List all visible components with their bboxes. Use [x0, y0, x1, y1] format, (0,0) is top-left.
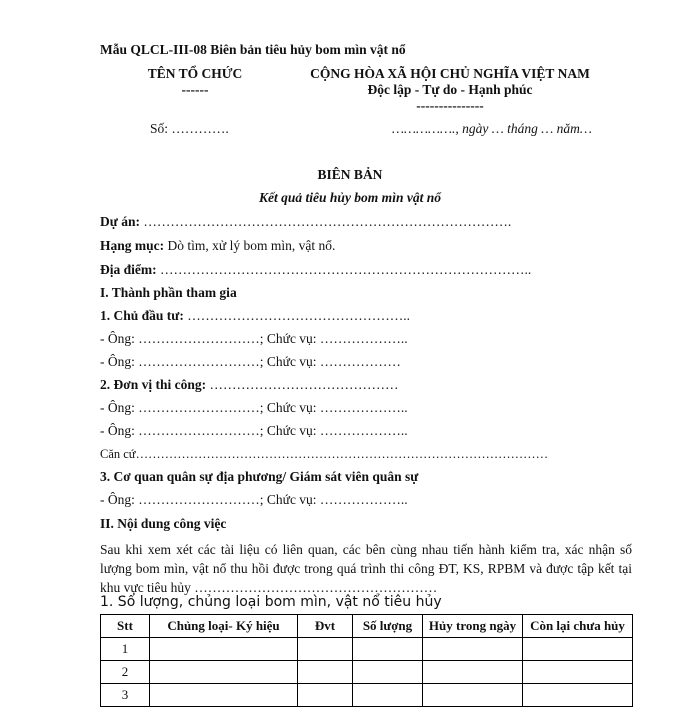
table-cell[interactable]: 3 — [101, 684, 150, 707]
table-cell[interactable] — [523, 684, 633, 707]
column-header-quantity: Số lượng — [353, 615, 423, 638]
table-cell[interactable] — [423, 661, 523, 684]
investor-label: 1. Chủ đầu tư: — [100, 308, 184, 323]
document-number: Số: …………. — [150, 121, 229, 136]
column-header-remaining: Còn lại chưa hủy — [523, 615, 633, 638]
table-cell[interactable] — [353, 661, 423, 684]
table-cell[interactable] — [150, 684, 298, 707]
table-cell[interactable] — [523, 638, 633, 661]
investor-field — [100, 308, 410, 324]
table-cell[interactable] — [150, 638, 298, 661]
contractor-person-line: - Ông: ………………………; Chức vụ: ……………….. — [100, 400, 408, 415]
table-cell[interactable] — [298, 638, 353, 661]
column-header-type: Chủng loại- Ký hiệu — [150, 615, 298, 638]
military-agency-heading: 3. Cơ quan quân sự địa phương/ Giám sát viên quân sự — [100, 469, 419, 484]
content-paragraph: Sau khi xem xét các tài liệu có liên quan, các bên cùng nhau tiến hành kiểm tra, xác nhận số lượng bom mìn, vật nổ thu hồi được trong quá trình thi công ĐT, KS, RPBM và được tập kết tại khu vực tiêu hủy ……………………………………………… — [100, 542, 632, 595]
quantity-subheading: 1. Số lượng, chủng loại bom mìn, vật nổ tiêu hủy — [100, 594, 442, 610]
category-field — [100, 238, 335, 254]
investor-person-line: - Ông: ………………………; Chức vụ: ……………… — [100, 354, 401, 369]
table-cell[interactable] — [353, 638, 423, 661]
contractor-value: …………………………………… — [206, 377, 399, 392]
table-cell[interactable] — [298, 661, 353, 684]
project-value: ………………………………………………………………………. — [139, 214, 512, 229]
section-content-heading: II. Nội dung công việc — [100, 516, 227, 531]
military-person-line: - Ông: ………………………; Chức vụ: ……………….. — [100, 492, 408, 507]
country-name: CỘNG HÒA XÃ HỘI CHỦ NGHĨA VIỆT NAM — [310, 66, 590, 81]
ordnance-table — [100, 614, 633, 707]
location-value: ……………………………………………………………………….. — [156, 262, 532, 277]
document-subtitle: Kết quả tiêu hủy bom mìn vật nổ — [259, 190, 441, 205]
column-header-unit: Đvt — [298, 615, 353, 638]
category-label: Hạng mục: — [100, 238, 165, 253]
project-field — [100, 214, 511, 230]
contractor-field — [100, 377, 398, 393]
investor-value: ………………………………………….. — [183, 308, 410, 323]
location-field — [100, 262, 531, 278]
form-code: Mẫu QLCL-III-08 Biên bản tiêu hủy bom mìn vật nổ — [100, 42, 406, 57]
table-cell[interactable] — [523, 661, 633, 684]
table-cell[interactable] — [423, 638, 523, 661]
table-row — [101, 684, 633, 707]
org-name: TÊN TỔ CHỨC — [147, 66, 243, 81]
document-date: ……………., ngày … tháng … năm… — [392, 121, 592, 136]
org-dash: ------ — [181, 82, 209, 97]
table-row — [101, 661, 633, 684]
table-cell[interactable]: 1 — [101, 638, 150, 661]
table-cell[interactable] — [150, 661, 298, 684]
location-label: Địa điểm: — [100, 262, 157, 277]
category-value: Dò tìm, xử lý bom mìn, vật nổ. — [164, 238, 336, 253]
table-cell[interactable]: 2 — [101, 661, 150, 684]
project-label: Dự án: — [100, 214, 140, 229]
table-row — [101, 638, 633, 661]
table-cell[interactable] — [423, 684, 523, 707]
motto: Độc lập - Tự do - Hạnh phúc — [367, 82, 533, 97]
column-header-stt: Stt — [101, 615, 150, 638]
contractor-label: 2. Đơn vị thi công: — [100, 377, 207, 392]
table-header-row — [101, 615, 633, 638]
basis-line: Căn cứ……………………………………………………………………………………… — [100, 447, 549, 461]
section-participants-heading: I. Thành phần tham gia — [100, 285, 237, 300]
document-title: BIÊN BẢN — [317, 167, 383, 182]
investor-person-line: - Ông: ………………………; Chức vụ: ……………….. — [100, 331, 408, 346]
motto-dash: --------------- — [416, 98, 484, 113]
table-cell[interactable] — [353, 684, 423, 707]
column-header-destroyed-today: Hủy trong ngày — [423, 615, 523, 638]
table-cell[interactable] — [298, 684, 353, 707]
contractor-person-line: - Ông: ………………………; Chức vụ: ……………….. — [100, 423, 408, 438]
